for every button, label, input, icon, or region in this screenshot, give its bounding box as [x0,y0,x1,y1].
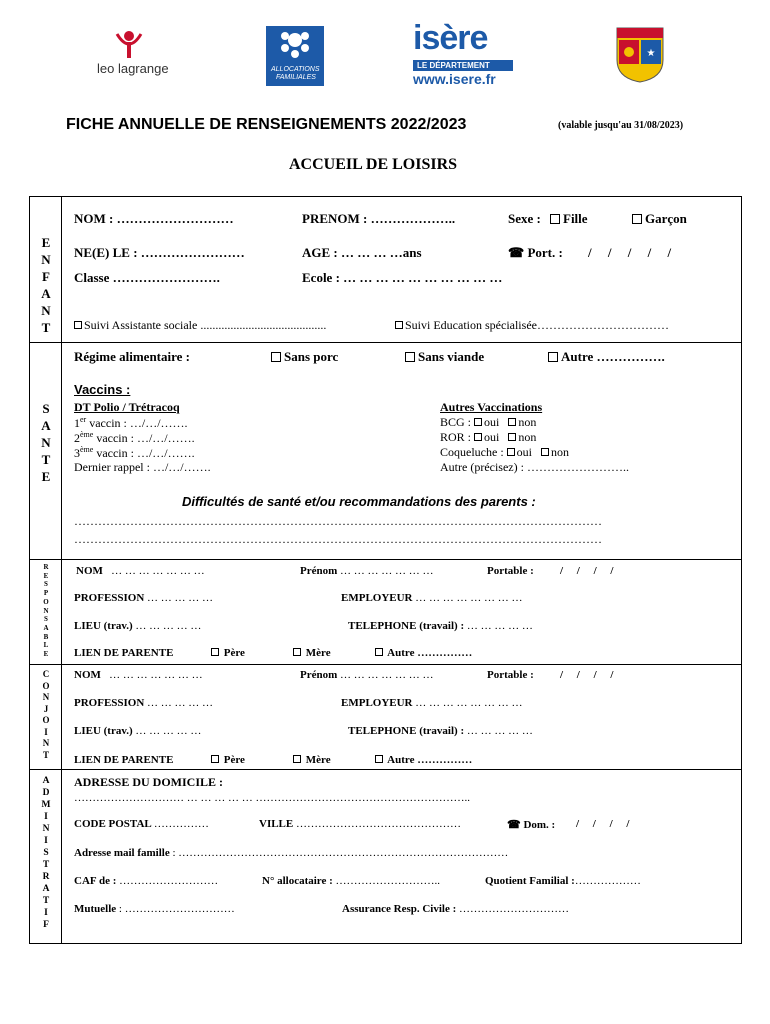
validity-note: (valable jusqu'au 31/08/2023) [558,120,684,131]
autre-regime-checkbox[interactable]: Autre ……………. [548,349,665,365]
garcon-checkbox[interactable]: Garçon [632,211,687,227]
leo-lagrange-text: leo lagrange [97,61,169,76]
vaccin-1-field[interactable]: 1er vaccin : …/…/……. [74,415,188,430]
mail-field[interactable]: Adresse mail famille : ……………………………………………………………………………… [74,847,509,859]
difficultes-line-1[interactable]: …………………………………………………………………………………………………………………… [74,514,602,528]
resp-employeur-field[interactable]: EMPLOYEUR … … … … … … … … [341,592,523,604]
form-title: FICHE ANNUELLE DE RENSEIGNEMENTS 2022/2023 [66,116,467,133]
resp-nom-field[interactable]: NOM … … … … … … … [76,565,205,577]
resp-autre-checkbox[interactable]: Autre …………… [375,647,472,659]
suivi-education-checkbox[interactable]: Suivi Education spécialisée…………………………… [395,318,669,333]
caf-logo-text-2: FAMILIALES [276,74,316,81]
dt-polio-heading: DT Polio / Trétracoq [74,400,180,414]
conj-autre-checkbox[interactable]: Autre …………… [375,754,472,766]
adresse-label: ADRESSE DU DOMICILE : [74,775,224,789]
assurance-field[interactable]: Assurance Resp. Civile : ………………………… [342,903,570,915]
form-subtitle: ACCUEIL DE LOISIRS [289,156,458,173]
caf-field[interactable]: CAF de : ……………………… [74,875,219,887]
conj-portable-slashes: / / / / [560,669,614,681]
resp-lieu-field[interactable]: LIEU (trav.) … … … … … [74,620,202,632]
age-field[interactable]: AGE : … … … …ans [302,245,422,260]
svg-text:★: ★ [646,48,656,59]
isere-logo [411,19,515,87]
phone-icon: ☎ [508,245,525,260]
conj-mere-checkbox[interactable]: Mère [293,754,331,766]
conj-nom-field[interactable]: NOM … … … … … … … [74,669,203,681]
ville-field[interactable]: VILLE ……………………………………… [259,818,461,830]
caf-logo [266,26,324,86]
difficultes-line-2[interactable]: …………………………………………………………………………………………………………………… [74,532,602,546]
resp-portable-field[interactable]: Portable : [487,565,534,577]
leo-lagrange-logo [95,28,175,80]
resp-pere-checkbox[interactable]: Père [211,647,245,659]
caf-logo-text-1: ALLOCATIONS [271,66,320,73]
difficultes-heading: Difficultés de santé et/ou recommandations des parents : [182,494,536,509]
sans-viande-checkbox[interactable]: Sans viande [405,349,484,365]
isere-logo-dept: LE DÉPARTEMENT [413,60,513,71]
enfant-nom-field[interactable]: NOM : ……………………… [74,211,234,226]
quotient-field[interactable]: Quotient Familial :……………… [485,875,641,887]
classe-field[interactable]: Classe ……………………. [74,270,220,285]
code-postal-field[interactable]: CODE POSTAL …………… [74,818,209,830]
conj-lieu-field[interactable]: LIEU (trav.) … … … … … [74,725,202,737]
conj-employeur-field[interactable]: EMPLOYEUR … … … … … … … … [341,697,523,709]
isere-logo-title: isère [413,19,488,57]
isere-logo-url: www.isere.fr [413,71,496,87]
dom-slashes: / / / / [576,818,630,830]
autres-vaccinations-heading: Autres Vaccinations [440,400,543,414]
fille-checkbox[interactable]: Fille [550,211,588,227]
ror-row[interactable]: ROR : oui non [440,430,537,444]
phone-icon: ☎ [507,819,521,831]
conj-telephone-field[interactable]: TELEPHONE (travail) : … … … … … [348,725,533,737]
mutuelle-field[interactable]: Mutuelle : ………………………… [74,903,235,915]
bcg-row[interactable]: BCG : oui non [440,415,537,429]
allocataire-field[interactable]: N° allocataire : ……………………….. [262,875,441,887]
resp-mere-checkbox[interactable]: Mère [293,647,331,659]
conjoint-side-label: C O N J O I N T [42,669,50,760]
sans-porc-checkbox[interactable]: Sans porc [271,349,338,365]
resp-telephone-field[interactable]: TELEPHONE (travail) : … … … … … [348,620,533,632]
suivi-assistante-checkbox[interactable]: Suivi Assistante sociale .......................................... [74,318,326,333]
sexe-label: Sexe : [508,211,541,226]
sante-side-label: S A N T E [41,401,51,484]
birthdate-field[interactable]: NE(E) LE : …………………… [74,245,245,260]
vaccins-heading: Vaccins : [74,382,131,397]
enfant-prenom-field[interactable]: PRENOM : ……………….. [302,211,456,226]
conj-portable-field[interactable]: Portable : [487,669,534,681]
conj-profession-field[interactable]: PROFESSION … … … … … [74,697,214,709]
coat-of-arms-logo [615,26,665,84]
resp-prenom-field[interactable]: Prénom … … … … … … … [300,565,434,577]
conj-lien-label: LIEN DE PARENTE [74,754,174,766]
dom-phone-field[interactable]: ☎ Dom. : [507,819,556,831]
regime-label: Régime alimentaire : [74,349,190,364]
responsable-side-label: R E S P O N S A B L E [43,563,49,659]
adresse-field[interactable]: ………………………… … … … … … ………………………………………………….. [74,792,470,804]
resp-profession-field[interactable]: PROFESSION … … … … … [74,592,214,604]
vaccin-2-field[interactable]: 2ème vaccin : …/…/……. [74,430,195,445]
resp-lien-label: LIEN DE PARENTE [74,647,174,659]
port-field[interactable]: ☎ Port. : [508,245,563,260]
vaccin-3-field[interactable]: 3ème vaccin : …/…/……. [74,445,195,460]
autre-vaccin-field[interactable]: Autre (précisez) : …………………….. [440,460,629,474]
port-slashes: / / / / / [588,245,672,260]
conj-pere-checkbox[interactable]: Père [211,754,245,766]
coqueluche-row[interactable]: Coqueluche : oui non [440,445,569,459]
dernier-rappel-field[interactable]: Dernier rappel : …/…/……. [74,460,211,474]
administratif-side-label: A D M I N I S T R A T I F [41,776,51,930]
ecole-field[interactable]: Ecole : … … … … … … … … … … [302,270,503,285]
resp-portable-slashes: / / / / [560,565,614,577]
enfant-side-label: E N F A N T [41,235,51,335]
conj-prenom-field[interactable]: Prénom … … … … … … … [300,669,434,681]
